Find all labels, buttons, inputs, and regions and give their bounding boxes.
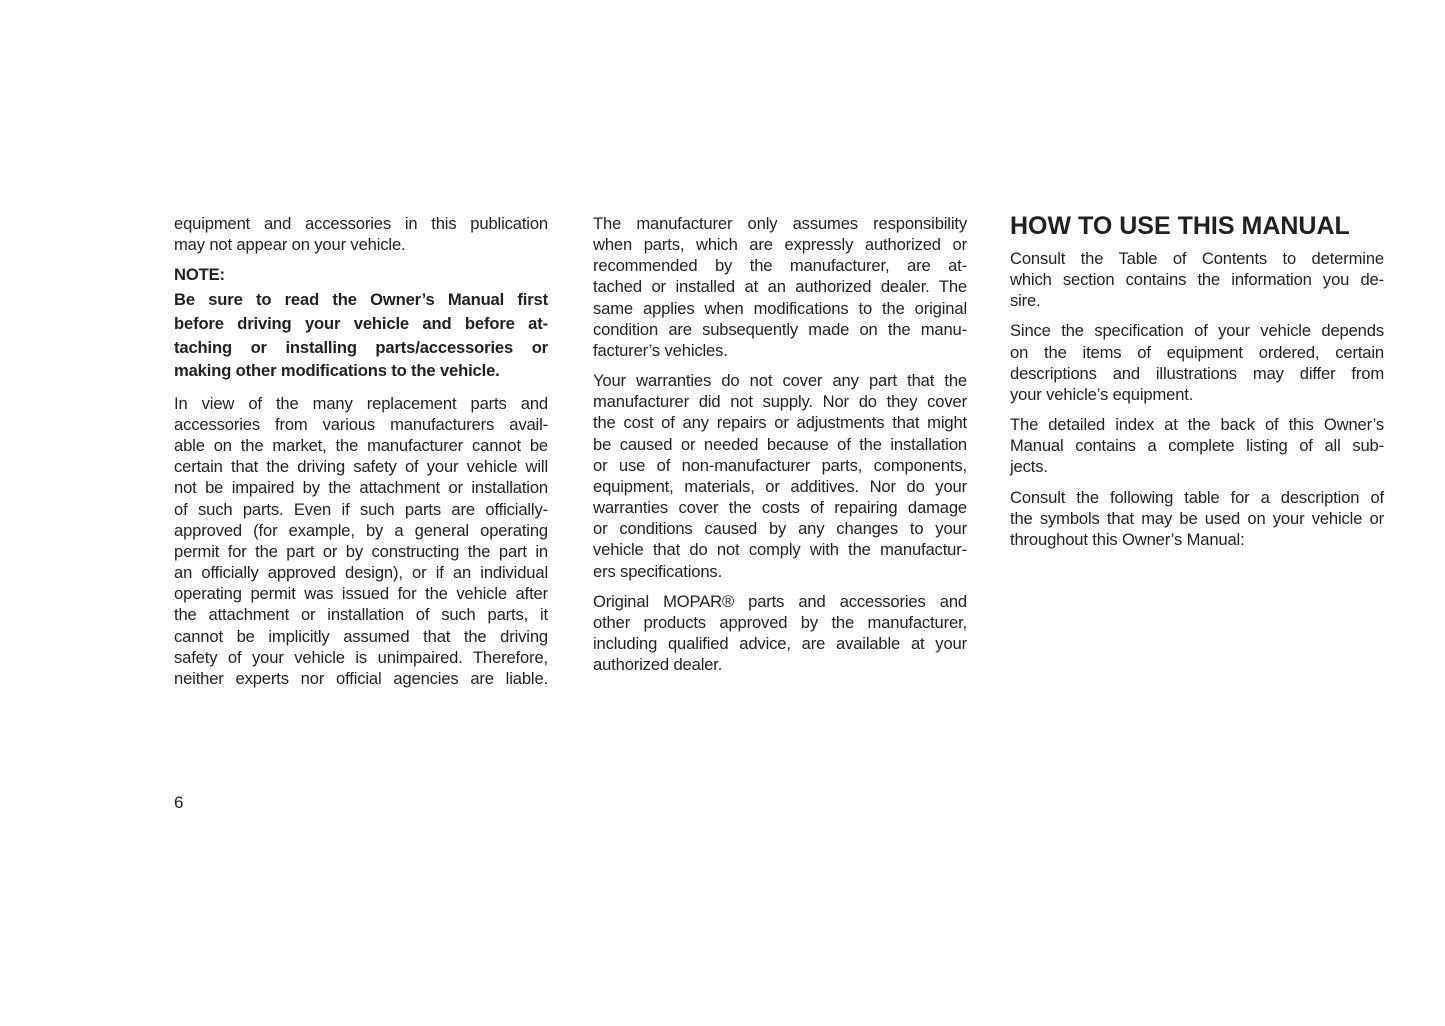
page-number: 6 — [174, 793, 184, 812]
text-line: the cost of any repairs or adjustments that might — [593, 413, 967, 433]
text-line: other products approved by the manufacturer, — [593, 612, 967, 632]
paragraph — [1010, 248, 1384, 311]
text-line: may not appear on your vehicle. — [174, 235, 406, 255]
text-line: of such parts. Even if such parts are officially- — [174, 499, 548, 519]
text-line: facturer’s vehicles. — [593, 340, 728, 360]
text-line: before driving your vehicle and before at- — [174, 314, 548, 334]
text-line: sire. — [1010, 291, 1041, 311]
left-column — [174, 213, 548, 689]
text-line: the symbols that may be used on your vehicle or — [1010, 508, 1384, 528]
text-line: same applies when modifications to the original — [593, 298, 967, 318]
text-line: warranties cover the costs of repairing damage — [593, 498, 967, 518]
text-line: Your warranties do not cover any part that the — [593, 371, 967, 391]
paragraph — [593, 213, 967, 361]
paragraph — [593, 370, 967, 582]
text-line: on the items of equipment ordered, certain — [1010, 342, 1384, 362]
text-line: not be impaired by the attachment or installation — [174, 478, 548, 498]
text-line: Consult the Table of Contents to determine — [1010, 249, 1384, 268]
text-line: recommended by the manufacturer, are at- — [593, 256, 967, 276]
text-line: neither experts nor official agencies are liable. — [174, 668, 548, 688]
text-line: tached or installed at an authorized dealer. The — [593, 277, 967, 297]
text-line: condition are subsequently made on the manu- — [593, 319, 967, 339]
paragraph — [593, 591, 967, 676]
text-line: Consult the following table for a description of — [1010, 487, 1384, 507]
text-line: HOW TO USE THIS MANUAL — [1010, 212, 1350, 240]
paragraph — [174, 213, 548, 255]
paragraph — [1010, 487, 1384, 550]
text-line: safety of your vehicle is unimpaired. Therefore, — [174, 647, 548, 667]
text-line: Be sure to read the Owner’s Manual first — [174, 290, 548, 310]
note-text — [174, 288, 548, 382]
text-line: In view of the many replacement parts and — [174, 393, 548, 413]
text-line: Original MOPAR® parts and accessories and — [593, 591, 967, 611]
text-line: including qualified advice, are available at your — [593, 633, 967, 653]
text-line: or conditions caused by any changes to your — [593, 519, 967, 539]
text-line: which section contains the information you de- — [1010, 270, 1384, 290]
text-line: be caused or needed because of the installation — [593, 434, 967, 454]
text-line: authorized dealer. — [593, 655, 723, 675]
text-line: equipment, materials, or additives. Nor do your — [593, 476, 967, 496]
text-line: taching or installing parts/accessories or — [174, 337, 548, 357]
text-line: ers specifications. — [593, 561, 723, 581]
text-line: an officially approved design), or if an individual — [174, 563, 548, 583]
text-line: throughout this Owner’s Manual: — [1010, 529, 1245, 549]
text-line: making other modifications to the vehicle. — [174, 361, 500, 381]
right-column — [1010, 213, 1384, 550]
text-line: approved (for example, by a general operating — [174, 520, 548, 540]
text-line: the attachment or installation of such parts, it — [174, 605, 548, 625]
middle-column — [593, 213, 967, 675]
text-line: permit for the part or by constructing the part in — [174, 541, 548, 561]
text-line: vehicle that do not comply with the manufactur- — [593, 540, 967, 560]
text-line: descriptions and illustrations may differ from — [1010, 363, 1384, 383]
text-line: certain that the driving safety of your vehicle will — [174, 457, 548, 477]
text-line: when parts, which are expressly authorized or — [593, 235, 967, 255]
text-line: or use of non-manufacturer parts, components, — [593, 455, 967, 475]
paragraph — [174, 393, 548, 689]
text-line: The manufacturer only assumes responsibility — [593, 214, 967, 233]
text-line: NOTE: — [174, 265, 225, 285]
text-line: The detailed index at the back of this Owner’s — [1010, 415, 1384, 435]
text-line: operating permit was issued for the vehicle after — [174, 584, 548, 604]
text-line: jects. — [1010, 457, 1048, 477]
note-label — [174, 264, 548, 285]
text-line: able on the market, the manufacturer cannot be — [174, 436, 548, 456]
text-line: equipment and accessories in this publication — [174, 214, 548, 233]
section-heading — [1010, 213, 1384, 239]
text-line: manufacturer did not supply. Nor do they cover — [593, 392, 967, 412]
paragraph — [1010, 414, 1384, 477]
text-line: your vehicle’s equipment. — [1010, 384, 1194, 404]
paragraph — [1010, 320, 1384, 405]
text-line: accessories from various manufacturers avail- — [174, 415, 548, 434]
text-line: cannot be implicitly assumed that the driving — [174, 626, 548, 646]
text-line: Since the specification of your vehicle depends — [1010, 321, 1384, 341]
text-line: Manual contains a complete listing of all sub- — [1010, 436, 1384, 456]
